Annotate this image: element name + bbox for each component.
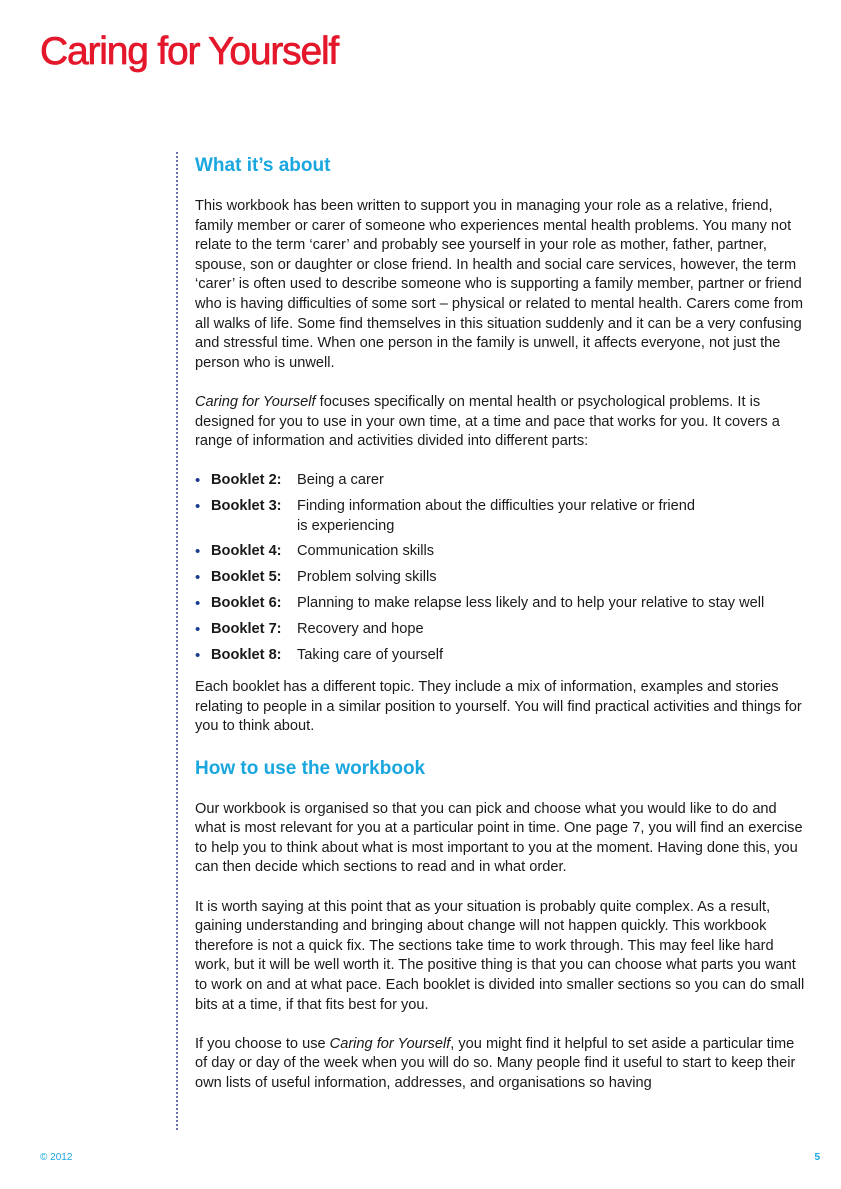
brand-title: Caring for Yourself	[40, 30, 339, 73]
booklet-label: Booklet 4:	[211, 543, 282, 560]
copyright-notice: © 2012	[40, 1152, 73, 1163]
workbook-title-italic: Caring for Yourself	[329, 1035, 451, 1052]
bullet-icon: •	[195, 646, 201, 664]
main-content	[195, 152, 810, 1113]
bullet-icon: •	[195, 498, 201, 516]
booklet-description: Communication skills	[297, 543, 435, 560]
bullet-icon: •	[195, 620, 201, 638]
bullet-icon: •	[195, 543, 201, 561]
section-heading-what-its-about: What it’s about	[195, 155, 331, 176]
bullet-icon: •	[195, 569, 201, 587]
list-item	[195, 568, 810, 588]
booklet-description: Recovery and hope	[297, 620, 424, 637]
list-item	[195, 497, 810, 536]
booklet-description: Problem solving skills	[297, 569, 437, 586]
booklet-label: Booklet 7:	[211, 620, 282, 637]
page-number: 5	[814, 1152, 820, 1163]
booklet-description: Planning to make relapse less likely and to help your relative to stay well	[297, 595, 765, 612]
booklet-label: Booklet 5:	[211, 569, 282, 586]
focus-paragraph-text: focuses specifically on mental health or psychological problems. It is designed for you to use in your own time, at a time and pace that works for you. It covers a range of information and activities divided into different parts:	[195, 393, 780, 450]
organisation-paragraph: Our workbook is organised so that you can pick and choose what you would like to do and what is most relevant for you at a particular point in time. One page 7, you will find an exercise to help you to think about what is most important to you at the moment. Having done this, you can then decide which sections to read and in what order.	[195, 800, 803, 876]
section-heading-how-to-use: How to use the workbook	[195, 757, 426, 779]
workbook-title-italic: Caring for Yourself	[195, 393, 316, 410]
intro-paragraph: This workbook has been written to support you in managing your role as a relative, friend, family member or carer of someone who experiences mental health problems. You many not relate to the term ‘carer’ and probably see yourself in your role as mother, father, partner, spouse, son or daughter or close friend. In health and social care services, however, the term ‘carer’ is often used to describe someone who is supporting a family member, partner or friend who is having difficulties of some sort – physical or related to mental health. Carers come from all walks of life. Some find themselves in this situation suddenly and it can be a very confusing and stressful time. When one person in the family is unwell, it affects everyone, not just the person who is unwell.	[195, 198, 804, 371]
list-item	[195, 646, 810, 666]
bullet-icon: •	[195, 472, 201, 490]
booklet-label: Booklet 2:	[211, 472, 282, 489]
booklet-topics-paragraph: Each booklet has a different topic. They include a mix of information, examples and stories relating to people in a similar position to yourself. You will find practical activities and things for you to think about.	[195, 679, 802, 735]
list-item	[195, 471, 810, 491]
schedule-paragraph-end: , you might find it helpful to set aside a particular time of day or day of the week when you will do so. Many people find it useful to start to keep their own lists of useful information, addresses, and organisations so having	[195, 1035, 796, 1091]
booklet-description: Being a carer	[297, 472, 384, 489]
dotted-margin-rule	[176, 152, 178, 1130]
schedule-paragraph	[195, 1035, 810, 1094]
list-item	[195, 594, 810, 614]
bullet-icon: •	[195, 595, 201, 613]
focus-paragraph	[195, 393, 810, 452]
booklet-label: Booklet 8:	[211, 646, 282, 663]
booklet-list	[195, 471, 810, 665]
booklet-label: Booklet 6:	[211, 595, 282, 612]
booklet-label: Booklet 3:	[211, 498, 282, 515]
booklet-description: Taking care of yourself	[297, 646, 444, 663]
list-item	[195, 542, 810, 562]
schedule-paragraph-start: If you choose to use	[195, 1035, 330, 1052]
list-item	[195, 620, 810, 640]
booklet-description: Finding information about the difficulties your relative or friend is experiencing	[297, 498, 696, 534]
complexity-paragraph: It is worth saying at this point that as your situation is probably quite complex. As a result, gaining understanding and bringing about change will not happen quickly. This workbook therefore is not a quick fix. The sections take time to work through. This may feel like hard work, but it will be well worth it. The positive thing is that you can choose what parts you want to work on and at what pace. Each booklet is divided into smaller sections so you can do small bits at a time, if that fits best for you.	[195, 898, 805, 1013]
